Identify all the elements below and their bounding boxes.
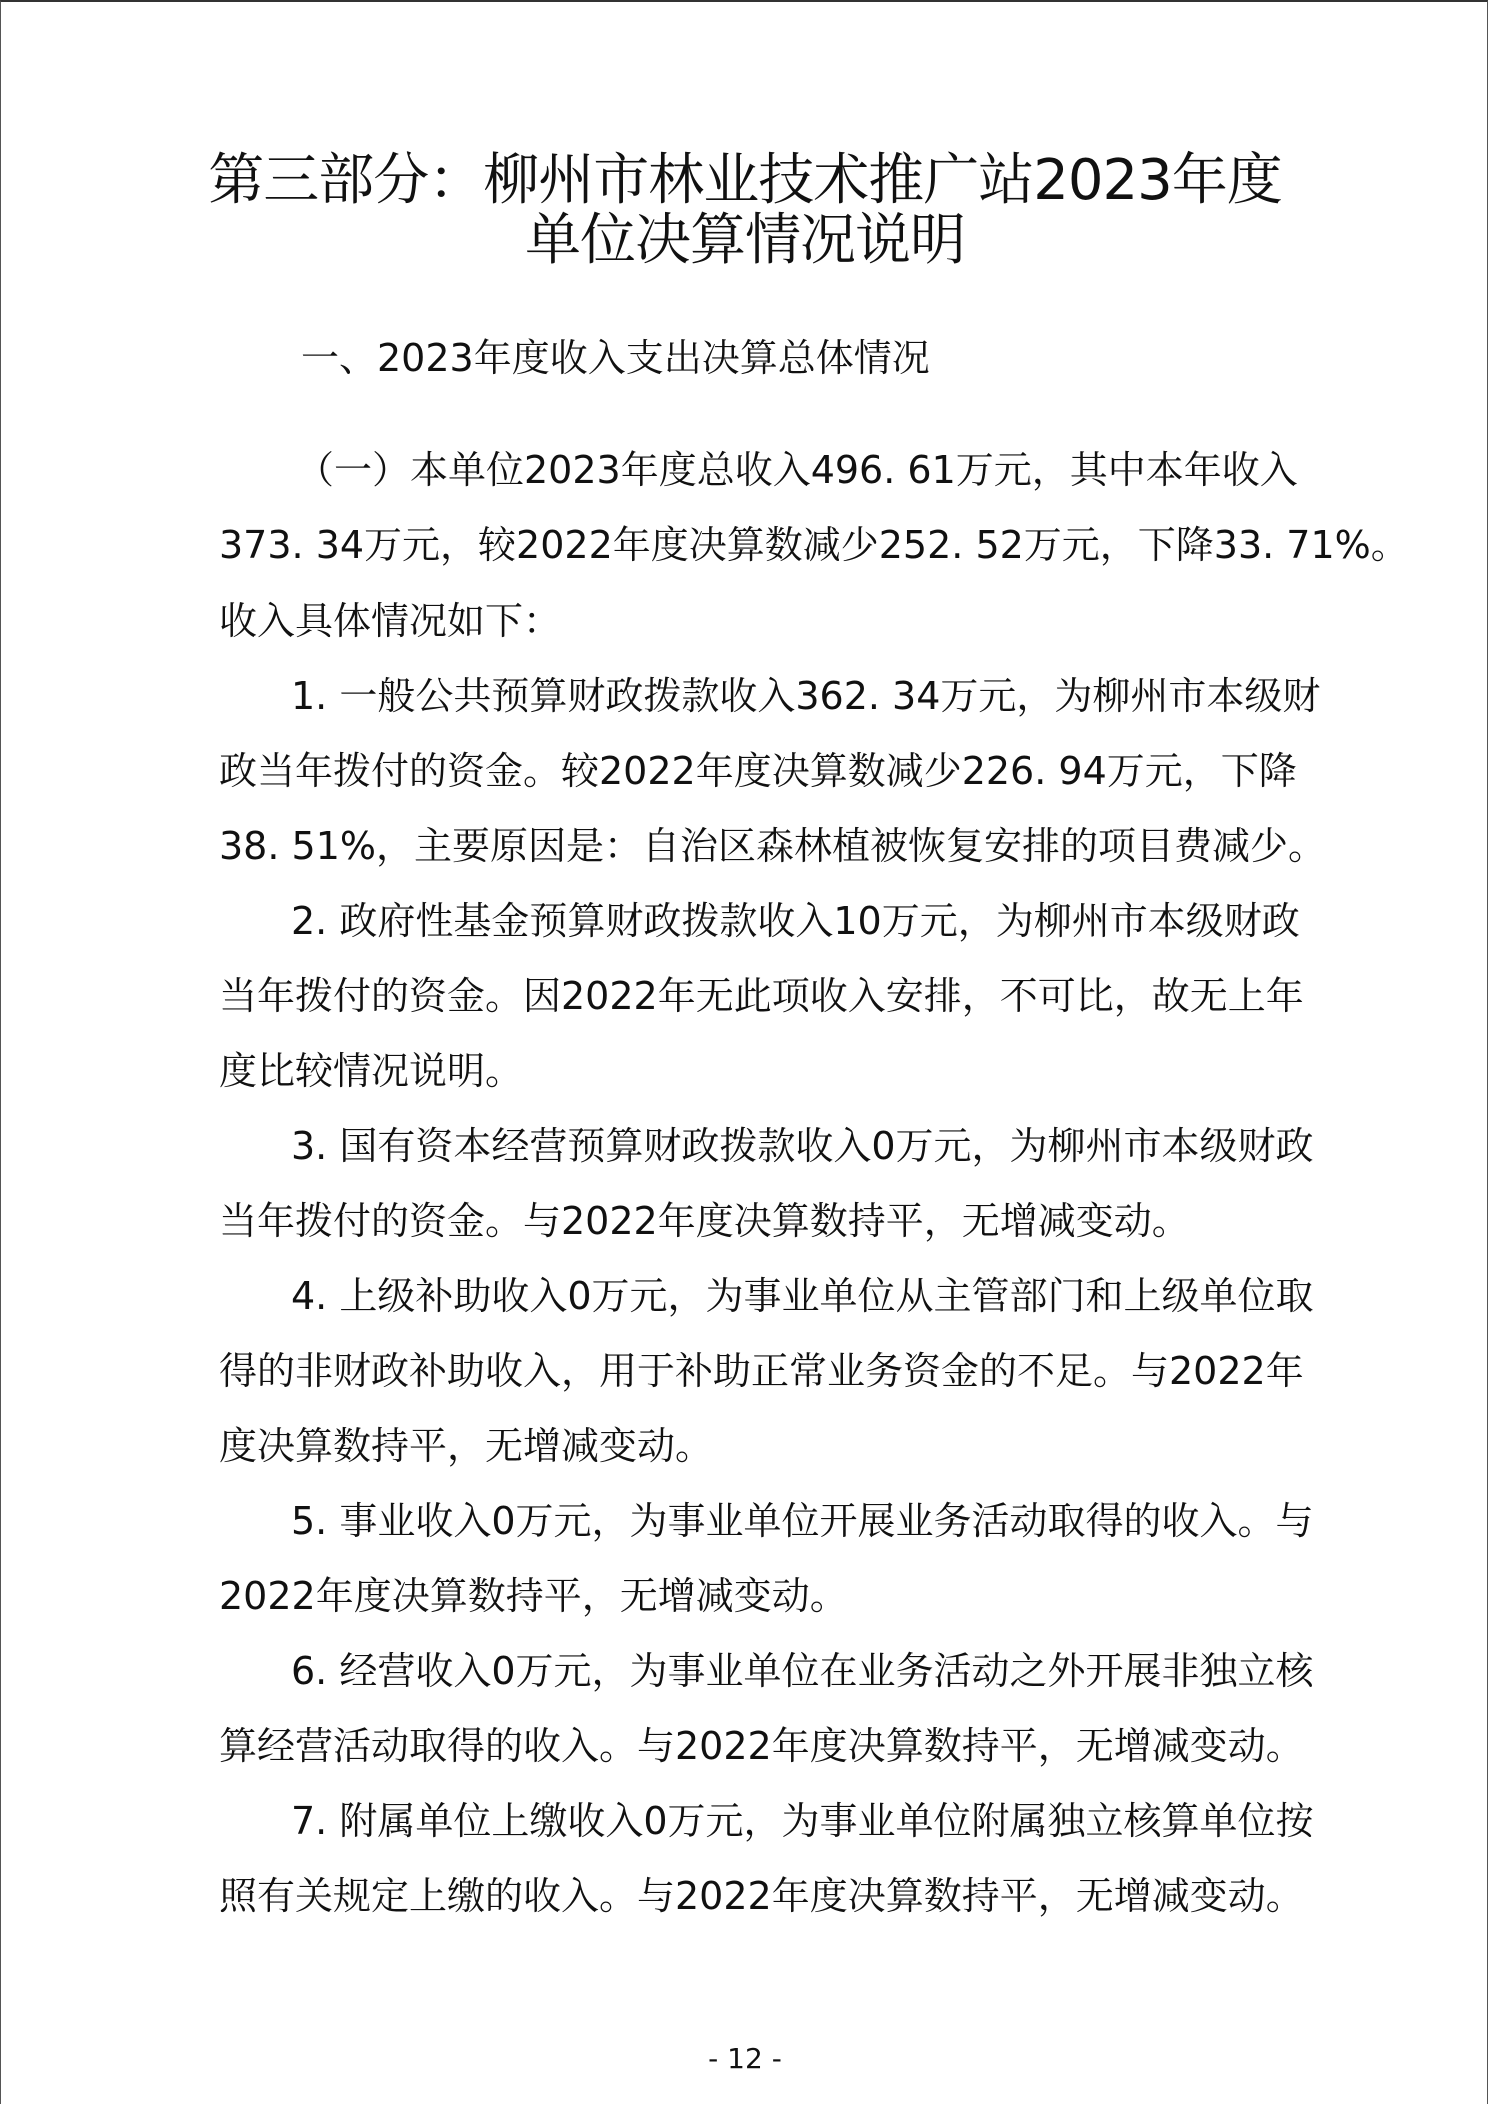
item-4-line-2: 得的非财政补助收入，用于补助正常业务资金的不足。与2022年 bbox=[219, 1349, 1304, 1393]
item-6-line-1: 6. 经营收入0万元，为事业单位在业务活动之外开展非独立核 bbox=[291, 1649, 1314, 1693]
item-2-line-2: 当年拨付的资金。因2022年无此项收入安排，不可比，故无上年 bbox=[219, 974, 1304, 1018]
item-4-line-3: 度决算数持平，无增减变动。 bbox=[219, 1424, 714, 1468]
item-2-line-3: 度比较情况说明。 bbox=[219, 1049, 524, 1093]
item-3-line-2: 当年拨付的资金。与2022年度决算数持平，无增减变动。 bbox=[219, 1199, 1190, 1243]
item-5-line-2: 2022年度决算数持平，无增减变动。 bbox=[219, 1574, 848, 1618]
item-2-line-1: 2. 政府性基金预算财政拨款收入10万元，为柳州市本级财政 bbox=[291, 899, 1300, 943]
item-7-line-1: 7. 附属单位上缴收入0万元，为事业单位附属独立核算单位按 bbox=[291, 1799, 1314, 1843]
paragraph-1-line-3: 收入具体情况如下： bbox=[219, 599, 562, 643]
item-5-line-1: 5. 事业收入0万元，为事业单位开展业务活动取得的收入。与 bbox=[291, 1499, 1314, 1543]
paragraph-1-line-2: 373. 34万元，较2022年度决算数减少252. 52万元，下降33. 71%。 bbox=[219, 523, 1409, 567]
item-6-line-2: 算经营活动取得的收入。与2022年度决算数持平，无增减变动。 bbox=[219, 1724, 1304, 1768]
paragraph-1-line-1: （一）本单位2023年度总收入496. 61万元，其中本年收入 bbox=[296, 448, 1298, 492]
page-title-line-1: 第三部分：柳州市林业技术推广站2023年度 bbox=[208, 148, 1282, 213]
item-1-line-3: 38. 51%，主要原因是：自治区森林植被恢复安排的项目费减少。 bbox=[219, 824, 1326, 868]
section-heading: 一、2023年度收入支出决算总体情况 bbox=[301, 336, 930, 380]
item-4-line-1: 4. 上级补助收入0万元，为事业单位从主管部门和上级单位取 bbox=[291, 1274, 1314, 1318]
item-3-line-1: 3. 国有资本经营预算财政拨款收入0万元，为柳州市本级财政 bbox=[291, 1124, 1314, 1168]
item-1-line-1: 1. 一般公共预算财政拨款收入362. 34万元，为柳州市本级财 bbox=[291, 674, 1321, 718]
item-7-line-2: 照有关规定上缴的收入。与2022年度决算数持平，无增减变动。 bbox=[219, 1874, 1304, 1918]
page-number: - 12 - bbox=[708, 2042, 782, 2075]
item-1-line-2: 政当年拨付的资金。较2022年度决算数减少226. 94万元，下降 bbox=[219, 749, 1297, 793]
page-title-line-2: 单位决算情况说明 bbox=[525, 208, 965, 273]
